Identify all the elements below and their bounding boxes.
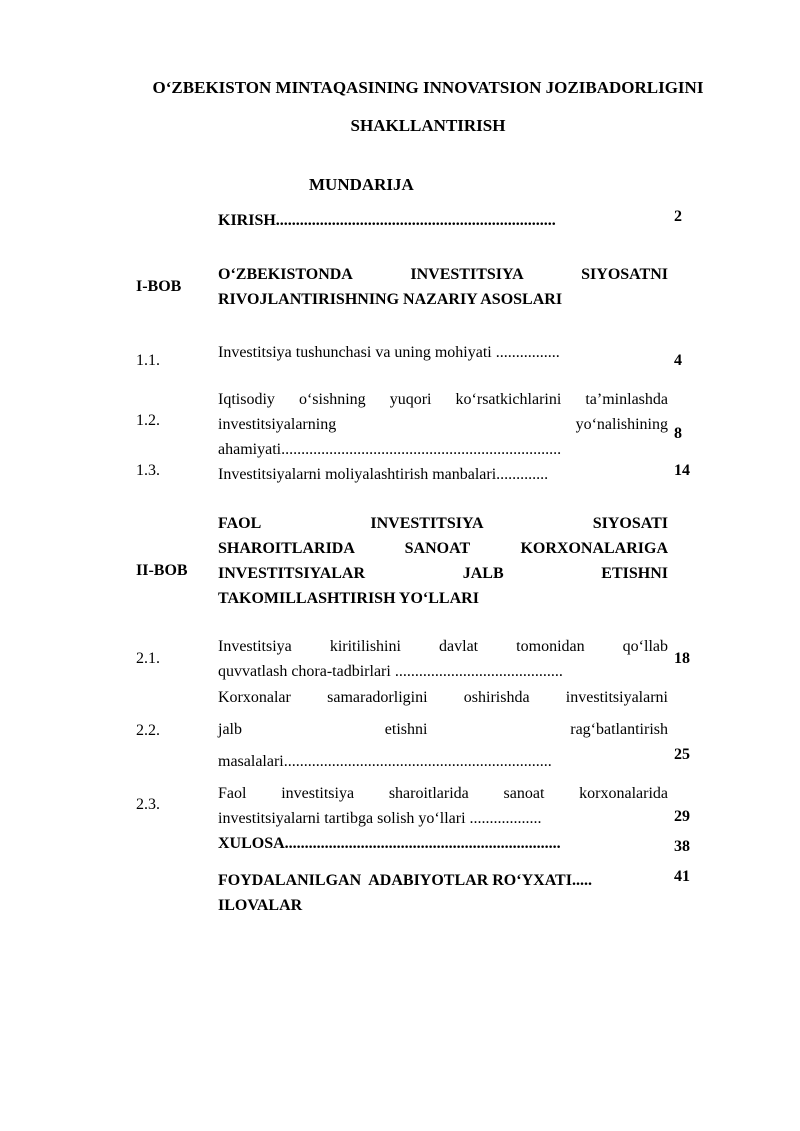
document-title-line-2: SHAKLLANTIRISH bbox=[350, 116, 506, 135]
section-2-3-number: 2.3. bbox=[136, 796, 160, 813]
section-1-3-number: 1.3. bbox=[136, 462, 160, 479]
section-2-1-title bbox=[218, 634, 668, 684]
section-1-2-title-line-3: ahamiyati...................................................................... bbox=[218, 441, 562, 458]
chapter-2-title-line-2: SHAROITLARIDA SANOAT KORXONALARIGA bbox=[218, 540, 668, 557]
toc-intro-page: 2 bbox=[674, 208, 682, 225]
section-1-1-title: Investitsiya tushunchasi va uning mohiyati ................ bbox=[218, 344, 560, 361]
chapter-1-title bbox=[218, 262, 668, 312]
section-1-1-number: 1.1. bbox=[136, 352, 160, 369]
toc-conclusion-page: 38 bbox=[674, 838, 690, 855]
contents-heading: MUNDARIJA bbox=[309, 175, 414, 194]
section-2-2-title-line-1: Korxonalar samaradorligini oshirishda investitsiyalarni bbox=[218, 689, 668, 706]
chapter-2-label: II-BOB bbox=[136, 562, 188, 579]
section-1-2-title bbox=[218, 387, 668, 462]
chapter-2-title-line-4: TAKOMILLASHTIRISH YO‘LLARI bbox=[218, 590, 479, 607]
chapter-1-title-line-1: O‘ZBEKISTONDA INVESTITSIYA SIYOSATNI bbox=[218, 266, 668, 283]
chapter-2-title-line-1: FAOL INVESTITSIYA SIYOSATI bbox=[218, 515, 668, 532]
toc-appendices: ILOVALAR bbox=[218, 897, 303, 914]
section-1-3-title: Investitsiyalarni moliyalashtirish manbalari............. bbox=[218, 466, 549, 483]
toc-references-page: 41 bbox=[674, 868, 690, 885]
section-2-1-title-line-1: Investitsiya kiritilishini davlat tomonidan qo‘llab bbox=[218, 638, 668, 655]
document-title bbox=[100, 72, 756, 142]
section-2-3-page: 29 bbox=[674, 808, 690, 825]
section-1-2-title-line-1: Iqtisodiy o‘sishning yuqori ko‘rsatkichlarini ta’minlashda bbox=[218, 391, 668, 408]
section-1-2-page: 8 bbox=[674, 425, 682, 442]
section-1-1-page: 4 bbox=[674, 352, 682, 369]
section-2-2-page: 25 bbox=[674, 746, 690, 763]
toc-references: FOYDALANILGAN ADABIYOTLAR RO‘YXATI..... bbox=[218, 872, 592, 889]
section-2-2-title-line-3: masalalari................................................................... bbox=[218, 753, 552, 770]
toc-conclusion: XULOSA..................................................................... bbox=[218, 835, 561, 852]
section-2-1-page: 18 bbox=[674, 650, 690, 667]
section-2-3-title-line-2: investitsiyalarni tartibga solish yo‘llari .................. bbox=[218, 810, 542, 827]
chapter-2-title bbox=[218, 511, 668, 611]
chapter-1-title-line-2: RIVOJLANTIRISHNING NAZARIY ASOSLARI bbox=[218, 291, 563, 308]
section-1-2-number: 1.2. bbox=[136, 412, 160, 429]
chapter-2-title-line-3: INVESTITSIYALAR JALB ETISHNI bbox=[218, 565, 668, 582]
section-2-3-title bbox=[218, 781, 668, 831]
document-title-line-1: O‘ZBEKISTON MINTAQASINING INNOVATSION JOZIBADORLIGINI bbox=[152, 78, 704, 97]
section-2-1-number: 2.1. bbox=[136, 650, 160, 667]
section-1-2-title-line-2: investitsiyalarning yo‘nalishining bbox=[218, 416, 668, 433]
section-1-3-page: 14 bbox=[674, 462, 690, 479]
section-2-3-title-line-1: Faol investitsiya sharoitlarida sanoat korxonalarida bbox=[218, 785, 668, 802]
section-2-2-title-line-2: jalb etishni rag‘batlantirish bbox=[218, 721, 668, 738]
section-2-1-title-line-2: quvvatlash chora-tadbirlari .......................................... bbox=[218, 663, 563, 680]
chapter-1-label: I-BOB bbox=[136, 278, 182, 295]
section-2-2-title bbox=[218, 682, 668, 778]
section-2-2-number: 2.2. bbox=[136, 722, 160, 739]
toc-intro: KIRISH...................................................................... bbox=[218, 212, 556, 229]
